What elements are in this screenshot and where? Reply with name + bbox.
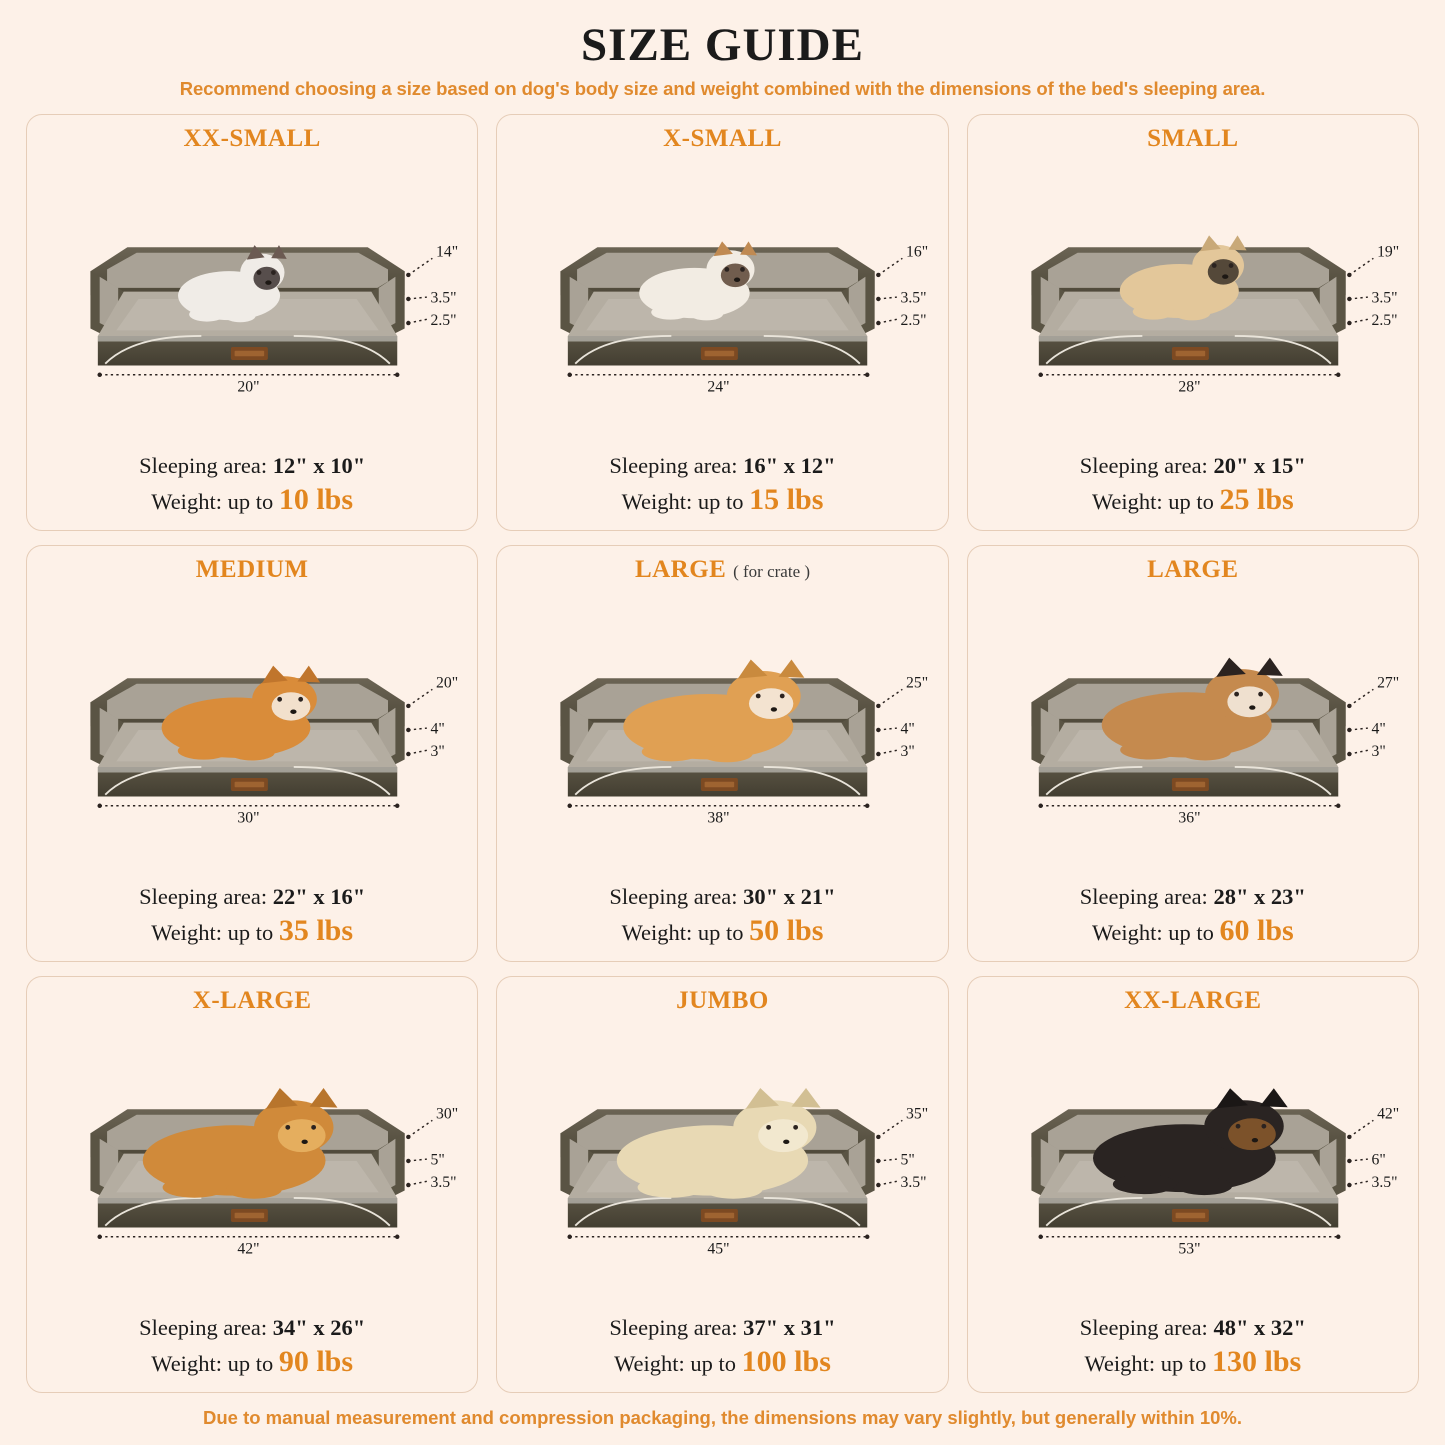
size-card-title bbox=[635, 556, 810, 584]
size-name: JUMBO bbox=[676, 987, 769, 1014]
bed-illustration bbox=[976, 1017, 1410, 1314]
base-label: 3.5" bbox=[430, 1173, 457, 1191]
weight-value: 90 lbs bbox=[278, 1345, 354, 1378]
size-card[interactable] bbox=[967, 976, 1419, 1393]
size-card[interactable] bbox=[967, 114, 1419, 531]
weight-label: Weight: bbox=[151, 489, 222, 514]
size-card-title bbox=[676, 987, 769, 1015]
weight-line bbox=[151, 1344, 353, 1380]
bed-illustration bbox=[505, 155, 939, 452]
base-label: 3.5" bbox=[1371, 1173, 1398, 1191]
bolster-label: 4" bbox=[430, 720, 445, 738]
base-label: 2.5" bbox=[430, 311, 457, 329]
weight-value: 60 lbs bbox=[1219, 914, 1294, 947]
weight-value: 130 lbs bbox=[1212, 1345, 1302, 1378]
weight-label: Weight: bbox=[151, 1351, 222, 1376]
size-card[interactable] bbox=[26, 114, 478, 531]
sleeping-area-value: 20" x 15" bbox=[1213, 453, 1306, 479]
width-label: 24" bbox=[707, 378, 730, 396]
sleeping-area-value: 34" x 26" bbox=[272, 1315, 366, 1341]
sleeping-area-label: Sleeping area: bbox=[609, 1315, 738, 1341]
up-to-label: up to bbox=[697, 920, 744, 945]
sleeping-area-label: Sleeping area: bbox=[139, 884, 268, 910]
depth-label: 27" bbox=[1376, 674, 1399, 692]
sleeping-area-label: Sleeping area: bbox=[609, 453, 738, 479]
sleeping-area-value: 28" x 23" bbox=[1213, 884, 1306, 910]
bolster-label: 6" bbox=[1371, 1151, 1386, 1169]
width-label: 28" bbox=[1178, 378, 1201, 396]
up-to-label: up to bbox=[227, 1351, 274, 1376]
sleeping-area-line bbox=[1080, 883, 1306, 912]
base-label: 3" bbox=[900, 742, 916, 760]
up-to-label: up to bbox=[227, 489, 274, 514]
size-card-grid bbox=[0, 114, 1445, 1393]
width-label: 45" bbox=[707, 1240, 730, 1258]
footer-note: Due to manual measurement and compression packaging, the dimensions may vary slightly, but generally within 10%. bbox=[202, 1407, 1243, 1428]
size-name: MEDIUM bbox=[195, 556, 309, 583]
width-label: 30" bbox=[237, 809, 260, 827]
size-card-title bbox=[1124, 987, 1261, 1015]
depth-label: 19" bbox=[1376, 243, 1399, 261]
weight-line bbox=[1092, 913, 1294, 949]
weight-label: Weight: bbox=[614, 1351, 685, 1376]
weight-line bbox=[622, 482, 824, 518]
width-label: 36" bbox=[1178, 809, 1201, 827]
bolster-label: 4" bbox=[900, 720, 916, 738]
sleeping-area-label: Sleeping area: bbox=[1079, 453, 1208, 479]
sleeping-area-line bbox=[1080, 452, 1306, 481]
size-card-title bbox=[196, 556, 309, 584]
up-to-label: up to bbox=[1160, 1351, 1207, 1376]
weight-value: 15 lbs bbox=[749, 483, 824, 516]
sleeping-area-line bbox=[139, 1314, 365, 1343]
size-name: X-LARGE bbox=[192, 987, 312, 1014]
weight-label: Weight: bbox=[1091, 489, 1163, 514]
size-card-title bbox=[1147, 125, 1238, 153]
width-label: 20" bbox=[237, 378, 260, 396]
bed-illustration bbox=[35, 1017, 469, 1314]
weight-line bbox=[622, 913, 824, 949]
depth-label: 25" bbox=[906, 674, 929, 692]
sleeping-area-line bbox=[609, 1314, 835, 1343]
size-name: SMALL bbox=[1147, 125, 1239, 152]
depth-label: 42" bbox=[1376, 1105, 1399, 1123]
weight-line bbox=[614, 1344, 831, 1380]
up-to-label: up to bbox=[690, 1351, 737, 1376]
bolster-label: 3.5" bbox=[900, 289, 927, 307]
depth-label: 14" bbox=[436, 243, 459, 261]
bolster-label: 3.5" bbox=[430, 289, 457, 307]
size-card[interactable] bbox=[967, 545, 1419, 962]
weight-label: Weight: bbox=[151, 920, 222, 945]
sleeping-area-value: 16" x 12" bbox=[743, 453, 836, 479]
sleeping-area-value: 30" x 21" bbox=[743, 884, 836, 910]
bed-illustration bbox=[35, 586, 469, 883]
weight-line bbox=[1084, 1344, 1301, 1380]
depth-label: 30" bbox=[436, 1105, 459, 1123]
base-label: 2.5" bbox=[1371, 311, 1398, 329]
weight-label: Weight: bbox=[621, 489, 693, 514]
size-card[interactable] bbox=[26, 976, 478, 1393]
weight-value: 50 lbs bbox=[749, 914, 824, 947]
sleeping-area-label: Sleeping area: bbox=[609, 884, 738, 910]
depth-label: 16" bbox=[906, 243, 929, 261]
bed-illustration bbox=[976, 586, 1410, 883]
sleeping-area-value: 22" x 16" bbox=[272, 884, 366, 910]
size-card[interactable] bbox=[26, 545, 478, 962]
weight-value: 100 lbs bbox=[741, 1345, 831, 1378]
sleeping-area-label: Sleeping area: bbox=[1079, 884, 1208, 910]
size-name: XX-LARGE bbox=[1124, 987, 1262, 1014]
bed-illustration bbox=[505, 1017, 939, 1314]
weight-line bbox=[151, 913, 353, 949]
size-card-title bbox=[1147, 556, 1238, 584]
sleeping-area-value: 37" x 31" bbox=[743, 1315, 836, 1341]
base-label: 2.5" bbox=[900, 311, 927, 329]
bed-illustration bbox=[976, 155, 1410, 452]
size-name: X-SMALL bbox=[663, 125, 782, 152]
weight-value: 10 lbs bbox=[278, 483, 354, 516]
size-card[interactable] bbox=[496, 545, 948, 962]
size-card-title bbox=[193, 987, 312, 1015]
sleeping-area-line bbox=[1080, 1314, 1306, 1343]
sleeping-area-line bbox=[139, 452, 365, 481]
weight-line bbox=[151, 482, 353, 518]
sleeping-area-value: 12" x 10" bbox=[272, 453, 366, 479]
width-label: 53" bbox=[1178, 1240, 1201, 1258]
width-label: 42" bbox=[237, 1240, 260, 1258]
width-label: 38" bbox=[707, 809, 730, 827]
size-name: LARGE bbox=[634, 556, 727, 583]
up-to-label: up to bbox=[1168, 489, 1214, 514]
up-to-label: up to bbox=[1168, 920, 1214, 945]
bolster-label: 4" bbox=[1371, 720, 1386, 738]
sleeping-area-label: Sleeping area: bbox=[139, 1315, 268, 1341]
weight-value: 35 lbs bbox=[278, 914, 354, 947]
sleeping-area-label: Sleeping area: bbox=[1079, 1315, 1208, 1341]
sleeping-area-label: Sleeping area: bbox=[139, 453, 268, 479]
weight-line bbox=[1092, 482, 1294, 518]
sleeping-area-line bbox=[609, 883, 835, 912]
size-name: XX-SMALL bbox=[183, 125, 321, 152]
up-to-label: up to bbox=[697, 489, 744, 514]
weight-label: Weight: bbox=[1091, 920, 1163, 945]
up-to-label: up to bbox=[227, 920, 274, 945]
size-note: ( for crate ) bbox=[733, 562, 811, 581]
page-subtitle: Recommend choosing a size based on dog's body size and weight combined with the dimensions of the bed's sleeping area. bbox=[179, 78, 1266, 99]
sleeping-area-value: 48" x 32" bbox=[1213, 1315, 1306, 1341]
page-title: SIZE GUIDE bbox=[581, 19, 864, 71]
size-card[interactable] bbox=[496, 114, 948, 531]
bolster-label: 3.5" bbox=[1371, 289, 1398, 307]
size-card-title bbox=[183, 125, 320, 153]
bolster-label: 5" bbox=[430, 1151, 445, 1169]
weight-label: Weight: bbox=[1084, 1351, 1156, 1376]
depth-label: 35" bbox=[906, 1105, 929, 1123]
sleeping-area-line bbox=[139, 883, 365, 912]
size-card-title bbox=[663, 125, 782, 153]
size-name: LARGE bbox=[1147, 556, 1239, 583]
bolster-label: 5" bbox=[900, 1151, 916, 1169]
weight-label: Weight: bbox=[621, 920, 693, 945]
base-label: 3.5" bbox=[900, 1173, 927, 1191]
depth-label: 20" bbox=[436, 674, 459, 692]
sleeping-area-line bbox=[609, 452, 835, 481]
bed-illustration bbox=[505, 586, 939, 883]
size-card[interactable] bbox=[496, 976, 948, 1393]
weight-value: 25 lbs bbox=[1219, 483, 1294, 516]
base-label: 3" bbox=[430, 742, 445, 760]
bed-illustration bbox=[35, 155, 469, 452]
base-label: 3" bbox=[1371, 742, 1386, 760]
